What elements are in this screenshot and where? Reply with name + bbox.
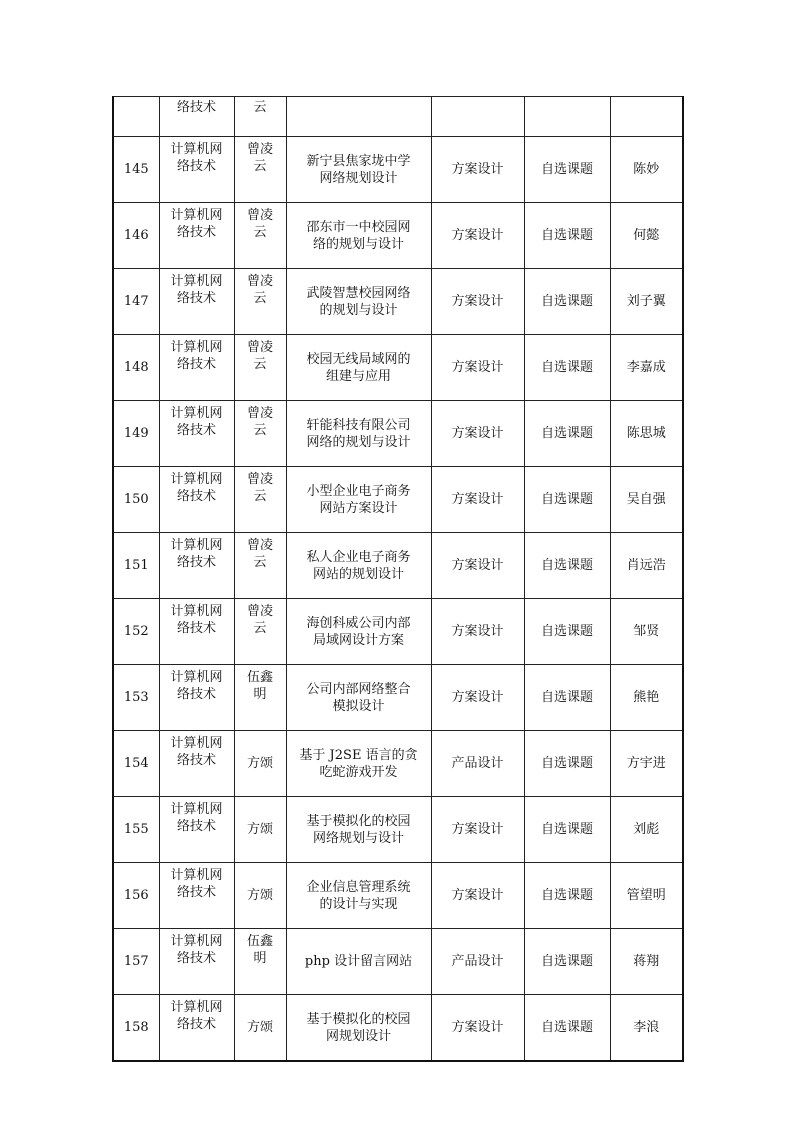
cell-type: 方案设计 [431,797,524,863]
cell-type: 方案设计 [431,665,524,731]
table-row [113,137,683,203]
cell-student: 李嘉成 [610,335,683,401]
cell-source: 自选课题 [524,929,610,995]
cell-type: 方案设计 [431,599,524,665]
topics-table [112,96,684,1062]
table-row [113,797,683,863]
cell-no: 153 [113,665,159,731]
cell-title: 小型企业电子商务 网站方案设计 [286,467,431,533]
cell-source: 自选课题 [524,269,610,335]
cell-teacher: 曾凌 云 [234,335,286,401]
table-row [113,665,683,731]
cell-title [286,97,431,137]
cell-major: 计算机网 络技术 [159,335,234,401]
table-row-continued [113,97,683,137]
cell-student: 刘彪 [610,797,683,863]
cell-source: 自选课题 [524,665,610,731]
cell-major: 计算机网 络技术 [159,665,234,731]
cell-no: 147 [113,269,159,335]
cell-title: php 设计留言网站 [286,929,431,995]
table-row [113,863,683,929]
cell-teacher: 方颂 [234,995,286,1062]
cell-major: 计算机网 络技术 [159,203,234,269]
cell-no: 151 [113,533,159,599]
cell-no: 148 [113,335,159,401]
cell-student: 蒋翔 [610,929,683,995]
cell-title: 企业信息管理系统 的设计与实现 [286,863,431,929]
cell-major: 计算机网 络技术 [159,995,234,1062]
cell-type: 方案设计 [431,335,524,401]
cell-student: 肖远浩 [610,533,683,599]
table-row [113,401,683,467]
cell-student: 熊艳 [610,665,683,731]
cell-title: 基于模拟化的校园 网规划设计 [286,995,431,1062]
cell-type: 方案设计 [431,995,524,1062]
cell-source: 自选课题 [524,335,610,401]
cell-source: 自选课题 [524,797,610,863]
cell-student: 何懿 [610,203,683,269]
cell-no: 158 [113,995,159,1062]
cell-teacher: 方颂 [234,863,286,929]
cell-major: 计算机网 络技术 [159,863,234,929]
cell-title: 基于模拟化的校园 网络规划与设计 [286,797,431,863]
cell-source: 自选课题 [524,731,610,797]
cell-type: 方案设计 [431,269,524,335]
table-row [113,995,683,1062]
cell-student: 陈妙 [610,137,683,203]
cell-title: 公司内部网络整合 模拟设计 [286,665,431,731]
cell-source: 自选课题 [524,203,610,269]
cell-major: 计算机网 络技术 [159,599,234,665]
cell-no: 145 [113,137,159,203]
cell-title: 海创科威公司内部 局域网设计方案 [286,599,431,665]
cell-title: 私人企业电子商务 网站的规划设计 [286,533,431,599]
cell-student: 刘子翼 [610,269,683,335]
cell-type: 方案设计 [431,203,524,269]
table-row [113,203,683,269]
cell-no: 152 [113,599,159,665]
cell-source: 自选课题 [524,599,610,665]
cell-student: 陈思城 [610,401,683,467]
cell-teacher: 云 [234,97,286,137]
cell-title: 轩能科技有限公司 网络的规划与设计 [286,401,431,467]
cell-source [524,97,610,137]
cell-type: 方案设计 [431,137,524,203]
table-row [113,533,683,599]
cell-type: 方案设计 [431,863,524,929]
cell-type: 方案设计 [431,401,524,467]
cell-source: 自选课题 [524,137,610,203]
table-row [113,467,683,533]
table-body [113,97,683,1062]
cell-title: 校园无线局域网的 组建与应用 [286,335,431,401]
cell-no: 149 [113,401,159,467]
table-row [113,269,683,335]
cell-no: 150 [113,467,159,533]
cell-student [610,97,683,137]
cell-major: 络技术 [159,97,234,137]
cell-teacher: 曾凌 云 [234,203,286,269]
cell-teacher: 曾凌 云 [234,401,286,467]
cell-major: 计算机网 络技术 [159,731,234,797]
cell-title: 武陵智慧校园网络 的规划与设计 [286,269,431,335]
cell-no: 156 [113,863,159,929]
cell-source: 自选课题 [524,863,610,929]
cell-student: 吴自强 [610,467,683,533]
cell-type: 方案设计 [431,467,524,533]
cell-teacher: 方颂 [234,731,286,797]
cell-title: 新宁县焦家垅中学 网络规划设计 [286,137,431,203]
cell-student: 方宇进 [610,731,683,797]
cell-type: 产品设计 [431,929,524,995]
table-row [113,929,683,995]
cell-student: 邹贤 [610,599,683,665]
cell-source: 自选课题 [524,995,610,1062]
cell-source: 自选课题 [524,533,610,599]
table-row [113,335,683,401]
cell-source: 自选课题 [524,467,610,533]
cell-major: 计算机网 络技术 [159,533,234,599]
cell-student: 李浪 [610,995,683,1062]
cell-teacher: 曾凌 云 [234,269,286,335]
cell-no [113,97,159,137]
cell-title: 基于 J2SE 语言的贪 吃蛇游戏开发 [286,731,431,797]
cell-major: 计算机网 络技术 [159,929,234,995]
cell-no: 155 [113,797,159,863]
cell-teacher: 曾凌 云 [234,137,286,203]
cell-type: 产品设计 [431,731,524,797]
cell-student: 管望明 [610,863,683,929]
cell-teacher: 伍鑫 明 [234,929,286,995]
cell-major: 计算机网 络技术 [159,269,234,335]
cell-major: 计算机网 络技术 [159,137,234,203]
cell-type: 方案设计 [431,533,524,599]
cell-teacher: 伍鑫 明 [234,665,286,731]
cell-no: 157 [113,929,159,995]
cell-source: 自选课题 [524,401,610,467]
cell-teacher: 曾凌 云 [234,467,286,533]
cell-teacher: 曾凌 云 [234,533,286,599]
table-row [113,731,683,797]
cell-teacher: 方颂 [234,797,286,863]
cell-major: 计算机网 络技术 [159,401,234,467]
table-row [113,599,683,665]
cell-no: 154 [113,731,159,797]
cell-type [431,97,524,137]
cell-no: 146 [113,203,159,269]
cell-teacher: 曾凌 云 [234,599,286,665]
cell-major: 计算机网 络技术 [159,467,234,533]
cell-title: 邵东市一中校园网 络的规划与设计 [286,203,431,269]
cell-major: 计算机网 络技术 [159,797,234,863]
